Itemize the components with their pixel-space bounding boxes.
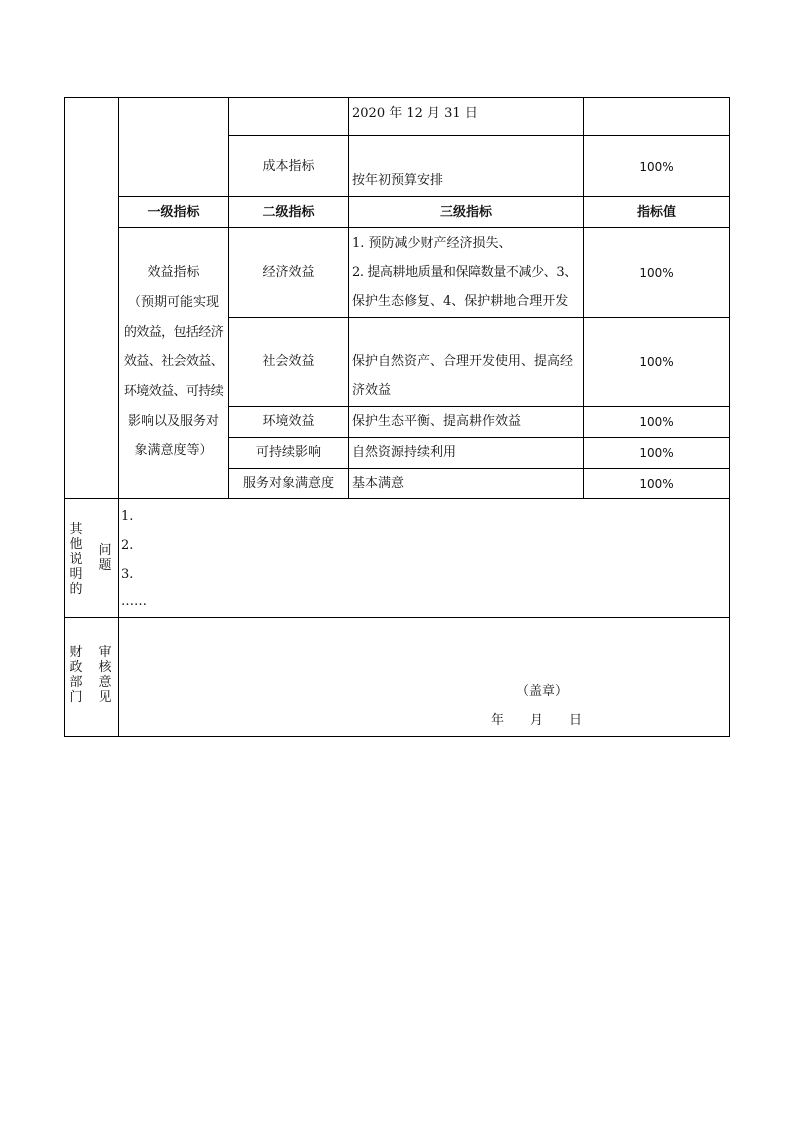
other-issues-label-b: 问题 (98, 543, 112, 573)
satisfaction-label: 服务对象满意度 (242, 476, 334, 491)
benefit-label-line: （预期可能实现 (127, 295, 219, 310)
economic-benefit-line: 保护生态修复、4、保护耕地合理开发 (352, 294, 569, 309)
social-benefit-line: 保护自然资产、合理开发使用、提高经 (352, 354, 574, 369)
seal-text: （盖章） (516, 684, 569, 699)
other-issues-label-a: 其他说明的 (69, 522, 83, 597)
other-issue-line: 2. (121, 538, 134, 553)
sustainability-pct: 100% (639, 446, 674, 460)
social-benefit-label: 社会效益 (262, 354, 315, 369)
grid-line (118, 196, 730, 197)
grid-line (118, 227, 730, 228)
benefit-label-line: 环境效益、可持续 (123, 384, 224, 399)
benefit-label-line: 的效益，包括经济 (123, 325, 224, 340)
table-border-left (64, 97, 65, 737)
cost-indicator-value: 按年初预算安排 (352, 173, 444, 188)
satisfaction-pct: 100% (639, 477, 674, 491)
grid-line (228, 437, 730, 438)
deadline-date: 2020 年 12 月 31 日 (352, 106, 478, 121)
header-level3: 三级指标 (439, 205, 492, 220)
sustainability-line: 自然资源持续利用 (352, 445, 457, 460)
other-issue-line: 3. (121, 567, 134, 582)
benefit-label-line: 影响以及服务对 (127, 414, 219, 429)
economic-benefit-pct: 100% (639, 266, 674, 280)
satisfaction-line: 基本满意 (352, 476, 405, 491)
other-issue-line: 1. (121, 509, 134, 524)
grid-line (64, 617, 730, 618)
environment-benefit-pct: 100% (639, 415, 674, 429)
header-value: 指标值 (636, 205, 676, 220)
grid-line (228, 406, 730, 407)
table-border-bottom (64, 736, 730, 737)
benefit-label-line: 效益指标 (147, 265, 200, 280)
economic-benefit-label: 经济效益 (262, 265, 315, 280)
environment-benefit-line: 保护生态平衡、提高耕作效益 (352, 414, 522, 429)
header-level2: 二级指标 (262, 205, 315, 220)
sustainability-label: 可持续影响 (255, 445, 321, 460)
table-border-top (64, 97, 730, 98)
finance-label-a: 财政部门 (69, 645, 83, 705)
social-benefit-line: 济效益 (352, 383, 392, 398)
cost-indicator-label: 成本指标 (262, 159, 315, 174)
grid-line (228, 317, 730, 318)
economic-benefit-line: 1. 预防减少财产经济损失、 (352, 236, 512, 251)
header-level1: 一级指标 (147, 205, 200, 220)
grid-line (228, 468, 730, 469)
benefit-label-line: 象满意度等） (134, 443, 213, 458)
benefit-label-line: 效益、社会效益、 (123, 354, 224, 369)
review-date: 年 月 日 (491, 713, 583, 728)
finance-label-b: 审核意见 (98, 645, 112, 705)
grid-line (64, 498, 730, 499)
grid-line (228, 135, 730, 136)
social-benefit-pct: 100% (639, 355, 674, 369)
environment-benefit-label: 环境效益 (262, 414, 315, 429)
other-issue-line: …… (121, 594, 147, 609)
economic-benefit-line: 2. 提高耕地质量和保障数量不减少、3、 (352, 265, 577, 280)
table-border-right (729, 97, 730, 737)
cost-indicator-pct: 100% (639, 160, 674, 174)
